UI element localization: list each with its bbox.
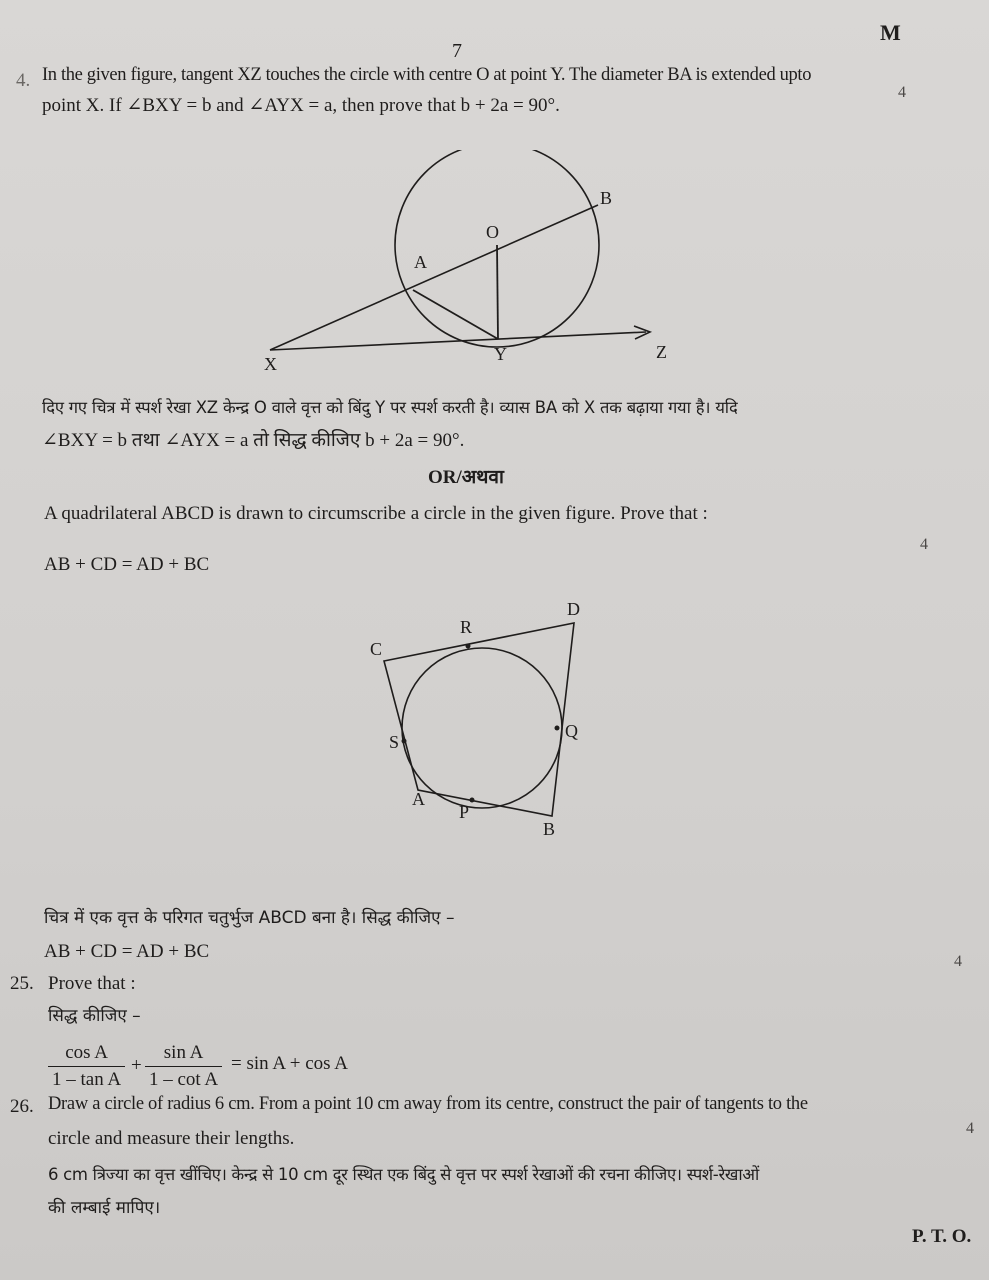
q24-number: 4. (16, 70, 31, 91)
tangent-xz (270, 332, 646, 350)
label-d: D (567, 599, 580, 619)
q25-number: 25. (10, 973, 34, 994)
label-a2: A (412, 789, 425, 809)
label-r: R (460, 617, 473, 637)
label-q: Q (565, 721, 578, 741)
q25-prompt: Prove that : (48, 973, 136, 994)
segment-oy (497, 245, 498, 339)
q24-hindi-line2: ∠BXY = b तथा ∠AYX = a तो सिद्ध कीजिए b + 2a = 90°. (42, 430, 465, 451)
segment-ay (413, 290, 498, 339)
q24-marks: 4 (898, 84, 906, 101)
q26-marks: 4 (966, 1120, 974, 1137)
q24-alt-line1: A quadrilateral ABCD is drawn to circumscribe a circle in the given figure. Prove that : (44, 503, 708, 524)
point-q (555, 726, 560, 731)
q24-hindi-line1: दिए गए चित्र में स्पर्श रेखा XZ केन्द्र O वाले वृत्त को बिंदु Y पर स्पर्श करती है। व्यास BA को X तक बढ़ाया गया है। यदि (42, 398, 738, 417)
label-b: B (600, 188, 613, 208)
quadrilateral-circle-figure (360, 595, 600, 845)
label-y: Y (494, 344, 507, 364)
fraction-sin-over-one-minus-cot (145, 1042, 222, 1091)
q25-hindi-prompt: सिद्ध कीजिए – (48, 1006, 141, 1026)
label-p: P (459, 802, 470, 822)
q24-alt-hindi-equation: AB + CD = AD + BC (44, 941, 210, 962)
frac2-denominator: 1 – cot A (149, 1069, 219, 1090)
label-o: O (486, 222, 499, 242)
page-number: 7 (452, 40, 462, 62)
plus-sign: + (131, 1055, 142, 1076)
q26-number: 26. (10, 1096, 34, 1117)
label-z: Z (656, 342, 667, 362)
q26-line1: Draw a circle of radius 6 cm. From a point 10 cm away from its centre, construct the pair of tangents to the (48, 1094, 808, 1114)
q24-alt-equation: AB + CD = AD + BC (44, 554, 210, 575)
q24-line2: point X. If ∠BXY = b and ∠AYX = a, then prove that b + 2a = 90°. (42, 95, 560, 116)
label-x: X (264, 354, 277, 374)
q25-rhs: = sin A + cos A (231, 1053, 348, 1074)
label-s: S (389, 732, 400, 752)
q26-hindi-line1: 6 cm त्रिज्या का वृत्त खींचिए। केन्द्र से 10 cm दूर स्थित एक बिंदु से वृत्त पर स्पर्श रेखाओं की रचना कीजिए। स्पर्श-रेखाओं (48, 1165, 759, 1184)
pto-label: P. T. O. (912, 1226, 972, 1247)
q24-line1: In the given figure, tangent XZ touches the circle with centre O at point Y. The diameter BA is extended upto (42, 65, 812, 85)
frac1-numerator: cos A (48, 1042, 125, 1067)
q26-hindi-line2: की लम्बाई मापिए। (48, 1198, 161, 1218)
quadrilateral-abcd (384, 623, 574, 816)
label-a: A (414, 252, 427, 272)
inscribed-circle (402, 648, 562, 808)
point-r (466, 644, 471, 649)
line-xb (270, 205, 598, 350)
q24-alt-hindi-line1: चित्र में एक वृत्त के परिगत चतुर्भुज ABCD बना है। सिद्ध कीजिए – (44, 908, 455, 928)
q25-marks: 4 (954, 953, 962, 970)
label-c: C (370, 639, 383, 659)
point-s (402, 739, 407, 744)
q24-alt-marks: 4 (920, 536, 928, 553)
series-letter: M (880, 20, 901, 45)
q26-line2: circle and measure their lengths. (48, 1128, 295, 1149)
point-p (470, 798, 475, 803)
frac2-numerator: sin A (145, 1042, 222, 1067)
or-label: OR/अथवा (428, 467, 504, 488)
fraction-cos-over-one-minus-tan (48, 1042, 125, 1091)
label-b2: B (543, 819, 556, 839)
frac1-denominator: 1 – tan A (52, 1069, 122, 1090)
tangent-circle-figure (250, 150, 690, 380)
